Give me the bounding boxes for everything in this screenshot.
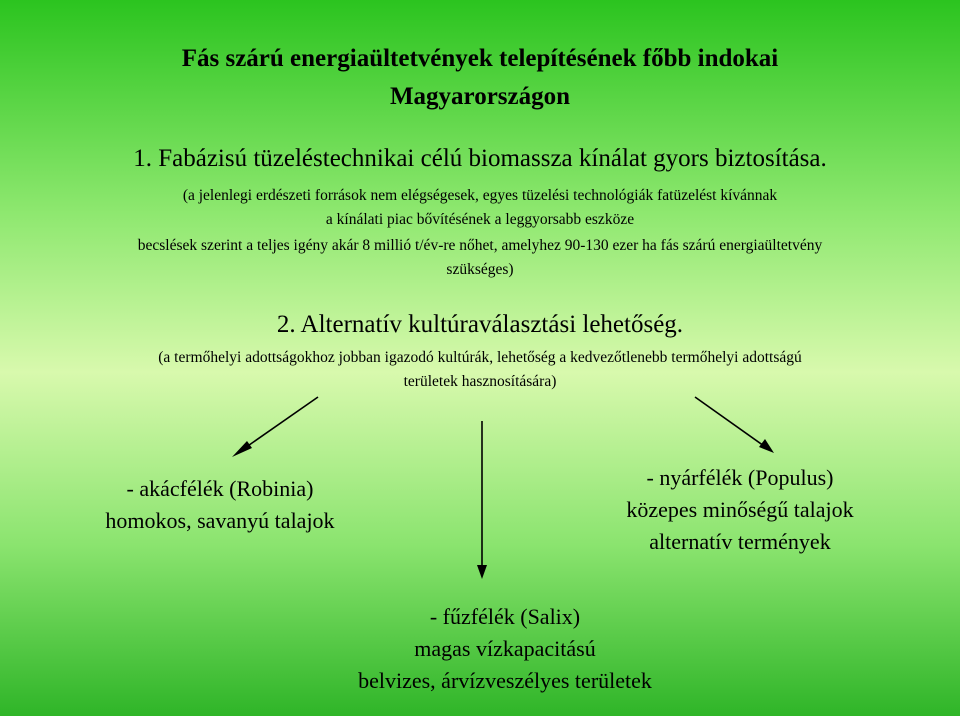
- reason-1-detail-line: (a jelenlegi erdészeti források nem elégségesek, egyes tüzelési technológiák fatüzelést kívánnak: [182, 187, 778, 204]
- reason-2-detail-line: (a termőhelyi adottságokhoz jobban igazodó kultúrák, lehetőség a kedvezőtlenebb termőhelyi adottságú: [158, 349, 802, 366]
- reason-2-detail-line: területek hasznosítására): [403, 373, 557, 390]
- option-populus: [560, 462, 920, 558]
- option-robinia-line: homokos, savanyú talajok: [105, 508, 335, 533]
- option-salix-line: - fűzfélék (Salix): [429, 604, 581, 629]
- option-robinia: [40, 473, 400, 537]
- reason-1-heading: 1. Fabázisú tüzeléstechnikai célú biomassza kínálat gyors biztosítása.: [133, 145, 827, 172]
- arrow-left-head: [232, 441, 252, 457]
- arrow-left: [242, 397, 318, 450]
- reason-1-detail-line: becslések szerint a teljes igény akár 8 millió t/év-re nőhet, amelyhez 90-130 ezer ha fás szárú energiaültetvény: [137, 237, 823, 254]
- option-salix-line: belvizes, árvízveszélyes területek: [358, 668, 652, 693]
- page-title-line2: Magyarországon: [389, 83, 571, 110]
- reason-1-detail-line: a kínálati piac bővítésének a leggyorsabb eszköze: [325, 211, 635, 228]
- page-title: [0, 40, 960, 116]
- option-salix: [280, 601, 730, 697]
- reason-1-detail-line: szükséges): [446, 261, 514, 278]
- option-salix-line: magas vízkapacitású: [414, 636, 596, 661]
- arrow-center-head: [477, 565, 487, 579]
- page-title-line1: Fás szárú energiaültetvények telepítésének főbb indokai: [181, 45, 779, 72]
- arrow-right-head: [759, 439, 774, 453]
- option-populus-line: - nyárfélék (Populus): [646, 465, 834, 490]
- option-populus-line: alternatív termények: [649, 529, 831, 554]
- arrow-right: [695, 397, 764, 446]
- option-robinia-line: - akácfélék (Robinia): [126, 476, 314, 501]
- option-populus-line: közepes minőségű talajok: [626, 497, 854, 522]
- reason-2-heading: 2. Alternatív kultúraválasztási lehetőség.: [276, 311, 684, 338]
